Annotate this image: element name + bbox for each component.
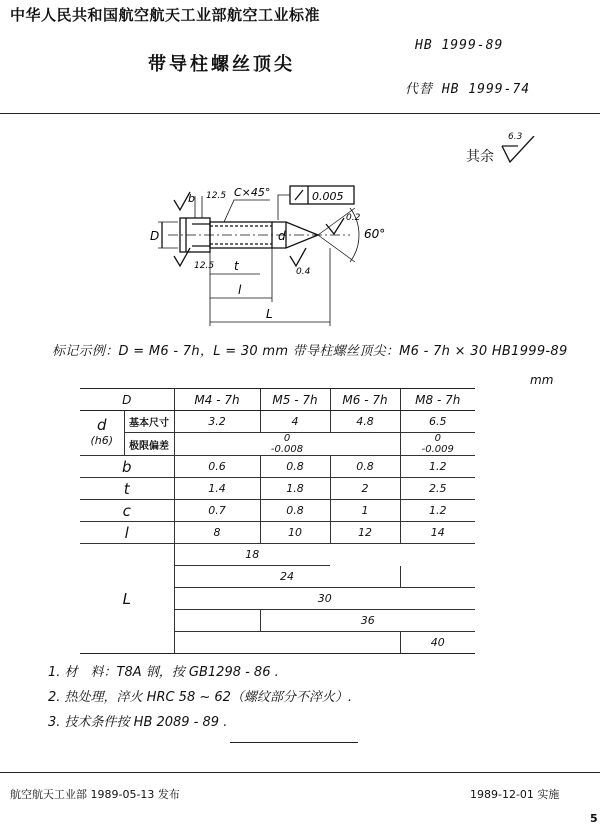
- deviation-upper: 0: [434, 433, 441, 444]
- dim-L-label: L: [266, 307, 273, 321]
- roughness-rest-label: 其余: [466, 149, 494, 165]
- replaces-standard: 代替 HB 1999-74: [405, 82, 531, 97]
- note-item: 1. 材 料：T8A 钢，按 GB1298 - 86 .: [48, 665, 279, 680]
- dim-t-label: t: [234, 259, 239, 273]
- size-m6: M6 - 7h: [330, 389, 400, 411]
- roughness-rest-value: 6.3: [508, 132, 523, 142]
- basic-size-label: 基本尺寸: [124, 411, 174, 433]
- notes-end-rule: [230, 742, 358, 743]
- footer-divider: [0, 772, 600, 773]
- cell: 0.7: [174, 500, 260, 522]
- deviation-m4-m6: [174, 433, 400, 456]
- dim-b-label: b: [188, 192, 195, 205]
- cone-angle-label: 60°: [364, 227, 386, 241]
- row-label-L: L: [80, 544, 174, 654]
- size-m5: M5 - 7h: [260, 389, 330, 411]
- L-value-30: 30: [174, 588, 475, 610]
- cell: 0.6: [174, 456, 260, 478]
- d-sub-label: (h6): [90, 434, 114, 447]
- roughness-c-value: 0.4: [296, 267, 311, 277]
- cell: 1.2: [400, 456, 475, 478]
- d-basic-m8: 6.5: [400, 411, 475, 433]
- deviation-lower: -0.009: [421, 444, 454, 455]
- deviation-upper: 0: [283, 433, 291, 444]
- dim-D-label: D: [150, 229, 160, 243]
- note-item: 3. 技术条件按 HB 2089 - 89 .: [48, 715, 228, 730]
- document-title: 带导柱螺丝顶尖: [148, 54, 295, 75]
- L-value-40: 40: [400, 632, 475, 654]
- roughness-b-value: 12.5: [194, 261, 215, 271]
- col-head-D: D: [80, 389, 174, 411]
- standard-code: HB 1999-89: [415, 38, 504, 53]
- d-basic-m5: 4: [260, 411, 330, 433]
- deviation-lower: -0.008: [270, 444, 304, 455]
- row-label-b: b: [80, 456, 174, 478]
- table-row: [80, 522, 475, 544]
- d-label-cell: [80, 411, 124, 456]
- roughness-symbol-icon: [500, 136, 540, 164]
- cell: 2: [330, 478, 400, 500]
- cell: 0.8: [330, 456, 400, 478]
- part-drawing: [150, 178, 410, 328]
- tolerance-value: 0.005: [312, 190, 344, 203]
- note-item: 2. 热处理，淬火 HRC 58 ~ 62（螺纹部分不淬火）.: [48, 690, 353, 705]
- table-header-row: [80, 389, 475, 411]
- row-label-t: t: [80, 478, 174, 500]
- table-row: [80, 500, 475, 522]
- cell: 1.2: [400, 500, 475, 522]
- table-row: [80, 544, 475, 566]
- cell: 2.5: [400, 478, 475, 500]
- header-divider: [0, 113, 600, 114]
- row-label-l: l: [80, 522, 174, 544]
- cell: 1.8: [260, 478, 330, 500]
- issue-date: 航空航天工业部 1989-05-13 发布: [10, 788, 180, 801]
- cell: 1.4: [174, 478, 260, 500]
- dimension-table: [80, 388, 475, 654]
- table-row: [80, 478, 475, 500]
- chamfer-label: C×45°: [234, 186, 271, 199]
- page-number: 5: [590, 812, 598, 825]
- effective-date: 1989-12-01 实施: [470, 788, 560, 801]
- cell: 12: [330, 522, 400, 544]
- L-value-18: 18: [174, 544, 330, 566]
- row-label-c: c: [80, 500, 174, 522]
- deviation-label: 极限偏差: [124, 433, 174, 456]
- cell: 1: [330, 500, 400, 522]
- roughness-a-value: 12.5: [206, 191, 227, 201]
- dim-l-label: l: [238, 283, 242, 297]
- table-row: [80, 456, 475, 478]
- d-label: d: [96, 416, 107, 434]
- d-basic-m4: 3.2: [174, 411, 260, 433]
- deviation-m8: [400, 433, 475, 456]
- L-value-36: 36: [260, 610, 475, 632]
- dim-d-label: d: [278, 229, 286, 243]
- marking-example: 标记示例：D = M6 - 7h，L = 30 mm 带导柱螺丝顶尖：M6 - 7h × 30 HB1999-89: [52, 344, 568, 359]
- L-value-24: 24: [174, 566, 400, 588]
- cell: 0.8: [260, 456, 330, 478]
- cell: 14: [400, 522, 475, 544]
- d-basic-m6: 4.8: [330, 411, 400, 433]
- issuing-organization: 中华人民共和国航空航天工业部航空工业标准: [10, 6, 321, 24]
- technical-notes: [48, 660, 352, 735]
- unit-label: mm: [530, 373, 554, 387]
- roughness-d-value: 0.2: [346, 213, 361, 223]
- size-m8: M8 - 7h: [400, 389, 475, 411]
- table-row: [80, 411, 475, 433]
- cell: 8: [174, 522, 260, 544]
- cell: 0.8: [260, 500, 330, 522]
- table-row: [80, 433, 475, 456]
- cell: 10: [260, 522, 330, 544]
- size-m4: M4 - 7h: [174, 389, 260, 411]
